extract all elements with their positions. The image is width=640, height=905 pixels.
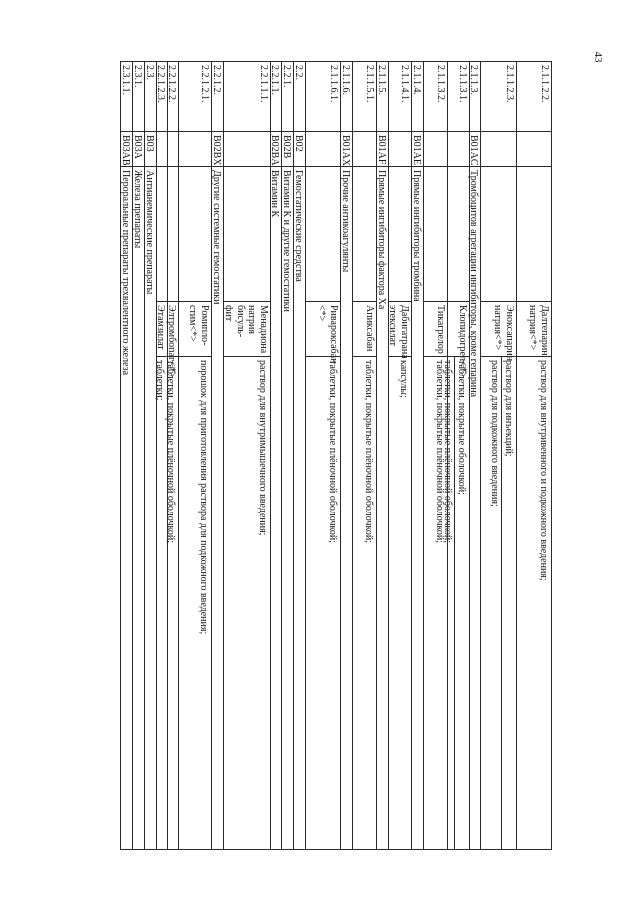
row-number: 2.2.1.2.2.: [168, 61, 179, 131]
dosage-forms: [154, 356, 168, 850]
table-row: [271, 61, 282, 850]
atc-code: [424, 131, 448, 166]
row-number: 2.2.1.2.1.: [179, 61, 212, 131]
atc-code: B02B: [282, 131, 294, 166]
group-name: [168, 166, 179, 301]
group-name: Тромбоцитов агрегации ингибиторы, кроме гепарина: [470, 166, 481, 850]
atc-code: [353, 131, 377, 166]
atc-code: [306, 131, 341, 166]
dosage-forms: [442, 356, 470, 850]
atc-code: B01AX: [341, 131, 353, 166]
group-name: Прямые ингибиторы тромбина: [412, 166, 424, 850]
dosage-form: таблетки, покрытые плёночной оболочкой;: [363, 360, 374, 544]
table-row: [224, 61, 271, 850]
row-number: 2.1.1.6.1.: [306, 61, 341, 131]
dosage-form: раствор для внутримышечного введения;: [257, 360, 268, 536]
group-name: [179, 166, 212, 301]
atc-code: [168, 131, 179, 166]
atc-code: B03A: [133, 131, 145, 166]
dosage-forms: [179, 356, 212, 850]
group-name: [306, 166, 341, 301]
row-number: 2.1.1.4.: [412, 61, 424, 131]
table-row: [442, 61, 470, 850]
group-name: [353, 166, 377, 301]
row-number: 2.1.1.3.: [470, 61, 481, 131]
dosage-form: раствор для инъекций;: [503, 360, 514, 457]
group-name: [389, 166, 412, 301]
group-name: Прямые ингибиторы фактора Ха: [377, 166, 389, 850]
dosage-forms: [306, 356, 341, 850]
row-number: 2.2.1.: [282, 61, 294, 131]
atc-code: B02BA: [271, 131, 282, 166]
table-row: [133, 61, 145, 850]
atc-code: B01AE: [412, 131, 424, 166]
table-row: [145, 61, 157, 850]
dosage-forms: [389, 356, 412, 850]
table-row: [120, 61, 133, 850]
dosage-form: таблетки, покрытые плёночной оболочкой;: [327, 360, 338, 544]
atc-code: B01AF: [377, 131, 389, 166]
atc-code: B01AC: [470, 131, 481, 166]
group-name: [157, 166, 168, 301]
rotated-table-body: [78, 61, 552, 850]
drug-name: Апиксабан: [353, 301, 377, 356]
atc-code: [448, 131, 470, 166]
atc-code: B02: [294, 131, 306, 166]
table-row: [154, 61, 168, 850]
atc-code: [389, 131, 412, 166]
row-number: 2.1.1.2.2.: [517, 61, 552, 131]
drug-name: Тикагрелор: [424, 301, 448, 356]
table-row: [389, 61, 412, 850]
drug-name: Ромипло-стим<*>: [179, 301, 212, 356]
group-name: Витамин К: [271, 166, 282, 850]
group-name: [224, 166, 271, 301]
row-number: 2.1.1.5.1.: [353, 61, 377, 131]
table-row: [412, 61, 424, 850]
group-name: Прочие антикоагулянты: [341, 166, 353, 850]
table-row: [212, 61, 224, 850]
atc-code: [179, 131, 212, 166]
row-number: 2.2.1.2.: [212, 61, 224, 131]
dosage-form: капсулы;: [398, 360, 409, 398]
group-name: Железа препараты: [133, 166, 145, 850]
atc-code: [157, 131, 168, 166]
dosage-form: таблетки, покрытые плёночной оболочкой;: [434, 360, 445, 544]
drug-name: Далтепарин натрия<*>: [517, 301, 552, 356]
row-number: 2.3.: [145, 61, 157, 131]
atc-code: [481, 131, 517, 166]
row-number: 2.1.1.3.1.: [448, 61, 470, 131]
page-number: 43: [592, 51, 604, 63]
atc-code: [517, 131, 552, 166]
dosage-forms: [481, 356, 517, 850]
dosage-forms: [424, 356, 448, 850]
drug-name: Клопидогрел<*>: [448, 301, 470, 356]
row-number: 2.3.1.1.: [120, 61, 133, 131]
dosage-form: порошок для приготовления раствора для подкожного введения;: [198, 360, 209, 635]
row-number: 2.1.1.2.3.: [481, 61, 517, 131]
dosage-form: раствор для внутривенного и подкожного введения;: [538, 360, 549, 581]
atc-code: B03AB: [120, 131, 133, 166]
row-number: 2.1.1.5.: [377, 61, 389, 131]
table-row: [481, 61, 517, 850]
group-name: Витамин К и другие гемостатики: [282, 166, 294, 850]
table-row: [424, 61, 448, 850]
group-name: Антианемические препараты: [145, 166, 157, 850]
table-row: [341, 61, 353, 850]
table-row: [179, 61, 212, 850]
row-number: 2.1.1.4.1.: [389, 61, 412, 131]
drug-name: Дабигатрана этексилат: [389, 301, 412, 356]
dosage-forms: [517, 356, 552, 850]
dosage-form: таблетки, покрытые оболочкой;: [456, 360, 467, 495]
table-row: [294, 61, 306, 850]
group-name: [448, 166, 470, 301]
drug-name: Этамзилат: [157, 301, 168, 356]
table-row: [377, 61, 389, 850]
group-name: [517, 166, 552, 301]
atc-code: [224, 131, 271, 166]
table-row: [470, 61, 481, 850]
row-number: 2.1.1.6.: [341, 61, 353, 131]
dosage-form: раствор для подкожного введения;: [489, 357, 503, 849]
row-number: 2.2.1.1.1.: [224, 61, 271, 131]
row-number: 2.2.: [294, 61, 306, 131]
drug-name: Эноксапарин натрия<*>: [481, 301, 517, 356]
atc-code: B03: [145, 131, 157, 166]
dosage-forms: [224, 356, 271, 850]
row-number: 2.3.1.: [133, 61, 145, 131]
table-row: [517, 61, 552, 850]
dosage-form: таблетки;: [154, 360, 165, 401]
group-name: Пероральные препараты трехвалентного железа: [120, 166, 133, 850]
group-name: [481, 166, 517, 301]
drug-list-table: [78, 61, 552, 850]
row-number: 2.2.1.1.: [271, 61, 282, 131]
atc-code: B02BX: [212, 131, 224, 166]
dosage-forms: [165, 356, 179, 850]
dosage-form: таблетки, покрытые плёночной оболочкой;: [165, 360, 176, 544]
table-row: [306, 61, 341, 850]
drug-name: Менадиона натрия бисуль-фит: [224, 301, 271, 356]
row-number: 2.2.1.2.3.: [157, 61, 168, 131]
group-name: [424, 166, 448, 301]
drug-name: Элтромбопаг<*>: [168, 301, 179, 356]
dosage-forms: [353, 356, 377, 850]
group-name: Гемостатические средства: [294, 166, 306, 850]
drug-name: Ривароксабан <*>: [306, 301, 341, 356]
dosage-form: таблетки, покрытые плёночной оболочкой;: [442, 357, 456, 849]
table-row: [165, 61, 179, 850]
table-row: [282, 61, 294, 850]
row-number: 2.1.1.3.2.: [424, 61, 448, 131]
table-row: [353, 61, 377, 850]
group-name: Другие системные гемостатики: [212, 166, 224, 850]
